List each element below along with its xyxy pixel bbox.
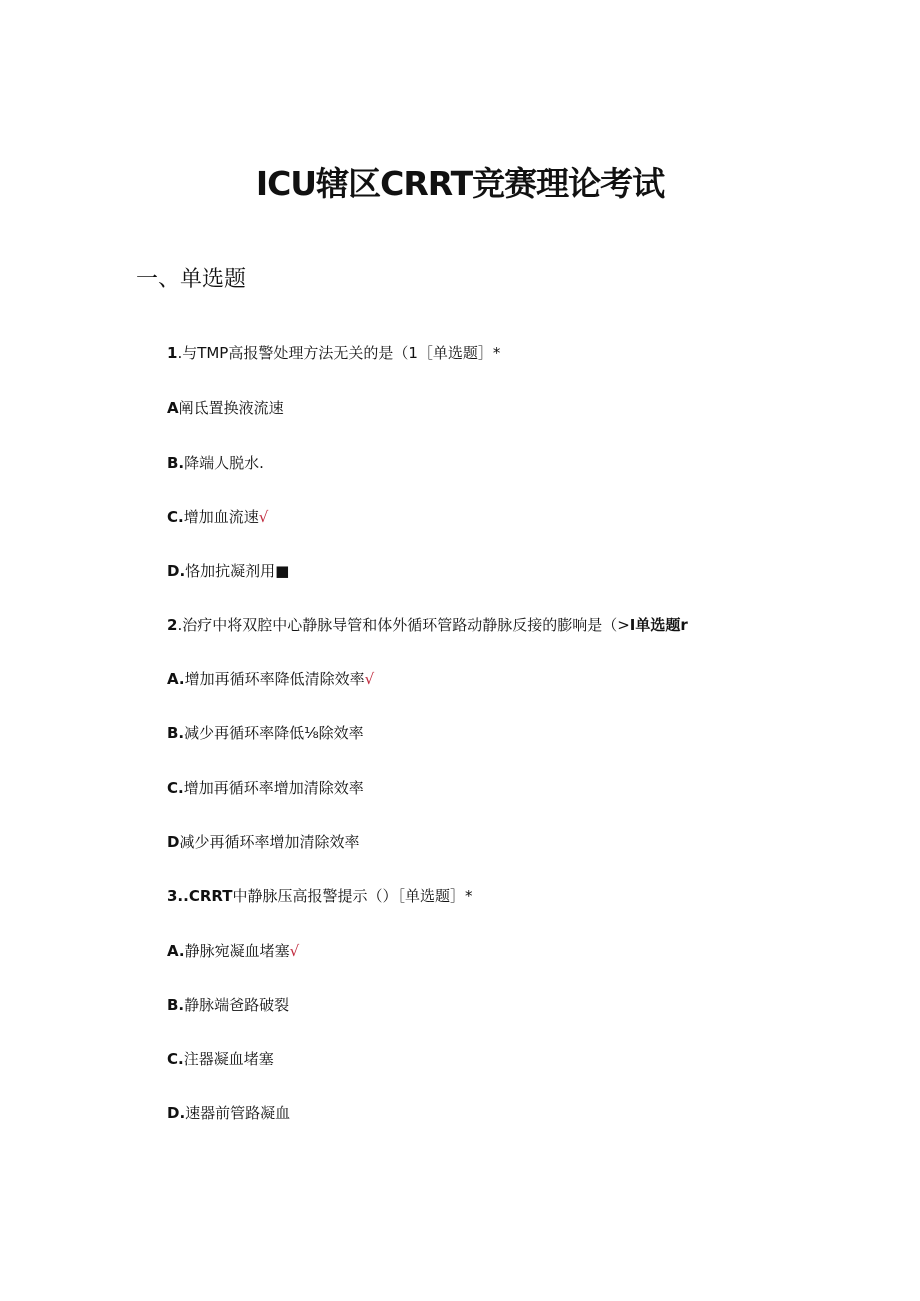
option-3c bbox=[167, 1048, 807, 1070]
option-1b bbox=[167, 452, 807, 474]
question-number: 1 bbox=[167, 344, 178, 362]
option-label: B. bbox=[167, 996, 185, 1014]
option-text: 阐氐置换液流速 bbox=[178, 399, 284, 417]
question-text: .与TMP高报警处理方法无关的是（1［单选题］* bbox=[177, 344, 501, 362]
option-3b bbox=[167, 994, 807, 1016]
option-2c bbox=[167, 777, 807, 799]
option-text: 静脉端爸路破裂 bbox=[184, 996, 290, 1014]
question-3 bbox=[167, 885, 807, 907]
option-3d bbox=[167, 1102, 807, 1124]
option-text: 增加血流速 bbox=[183, 508, 259, 526]
option-text: 恪加抗凝剂用■ bbox=[185, 562, 290, 580]
correct-mark: √ bbox=[258, 508, 269, 526]
option-text: 减少再循环率增加清除效率 bbox=[179, 833, 360, 851]
option-text: 减少再循环率降低⅛除效率 bbox=[184, 724, 364, 742]
section-heading: 一、单选题 bbox=[136, 267, 247, 292]
option-1d bbox=[167, 560, 807, 582]
option-text: 注器凝血堵塞 bbox=[183, 1050, 274, 1068]
question-text: 中静脉压高报警提示（）［单选题］* bbox=[232, 887, 473, 905]
option-label: D bbox=[167, 833, 180, 851]
option-2a bbox=[167, 668, 807, 690]
option-text: 增加再循环率增加清除效率 bbox=[183, 779, 364, 797]
option-text: 速器前管路凝血 bbox=[185, 1104, 291, 1122]
option-label: C. bbox=[167, 1050, 184, 1068]
option-1a bbox=[167, 397, 807, 419]
option-label: D. bbox=[167, 1104, 186, 1122]
option-label: A. bbox=[167, 670, 185, 688]
question-type-tag: I单选题r bbox=[629, 616, 688, 634]
option-label: C. bbox=[167, 508, 184, 526]
option-label: D. bbox=[167, 562, 186, 580]
question-2 bbox=[167, 614, 807, 636]
question-number: 3..CRRT bbox=[167, 887, 233, 905]
option-label: B. bbox=[167, 724, 185, 742]
page-title: ICU辖区CRRT竞赛理论考试 bbox=[255, 164, 665, 203]
option-label: A bbox=[167, 399, 179, 417]
correct-mark: √ bbox=[364, 670, 375, 688]
question-text: .治疗中将双腔中心静脉导管和体外循环管路动静脉反接的膨响是（> bbox=[177, 616, 630, 634]
option-text: 静脉宛凝血堵塞 bbox=[184, 942, 290, 960]
option-text: 增加再循环率降低清除效率 bbox=[184, 670, 365, 688]
option-text: 降端人脱水. bbox=[184, 454, 264, 472]
option-2d bbox=[167, 831, 807, 853]
option-label: C. bbox=[167, 779, 184, 797]
question-number: 2 bbox=[167, 616, 178, 634]
option-1c bbox=[167, 506, 807, 528]
option-label: B. bbox=[167, 454, 185, 472]
option-3a bbox=[167, 940, 807, 962]
question-1 bbox=[167, 342, 807, 364]
option-2b bbox=[167, 722, 807, 744]
option-label: A. bbox=[167, 942, 185, 960]
correct-mark: √ bbox=[289, 942, 300, 960]
